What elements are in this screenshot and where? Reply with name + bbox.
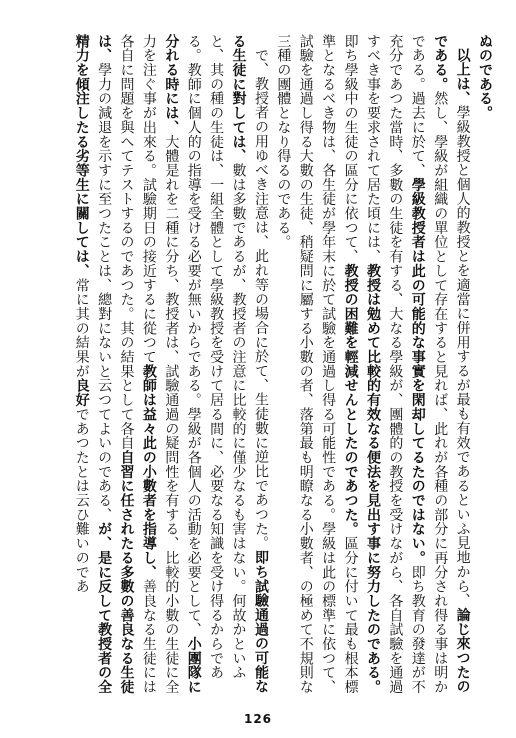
- body-text: 即ち教育の發達が不充分であつた當時、多數の生徒を有する、大なる學級が、團體的の教授を受けながら、各自試驗を通過すべき事を要求されて居た頃には、: [364, 34, 426, 695]
- paragraph: [70, 34, 272, 704]
- body-text: 常に其の結果が: [73, 277, 90, 379]
- body-text: 學級教授と個人的教授とを適當に併用するが最も有效であるといふ見地から、: [454, 105, 471, 608]
- body-text: 大體是れを二種に分ち、教授者は、試驗通過の疑問性を有する、比較的小數の生徒に全力を注ぐ事が出來る。試驗期日の接近するに從つて: [140, 34, 180, 695]
- emphasized-text: ぬのである。: [477, 34, 493, 121]
- paragraph: [272, 34, 474, 704]
- page-number: 126: [243, 712, 273, 726]
- emphasized-text: 良好: [73, 378, 90, 408]
- body-text: で、教授者の用ゆべき注意は、此れ等の場合に於て、生徒數に逆比であつた。: [252, 48, 269, 551]
- paragraph: [474, 34, 496, 704]
- emphasized-text: 自習に任されたる多數の善良なる生徒は、: [96, 34, 135, 695]
- body-text: 然し、學級が組織の單位として存在すると見れば、此れが各種の部分に再分され得る事は明かである。過去に於て、: [409, 34, 449, 695]
- body-text: 善良なる生徒には各自に問題を與へてテストするのであつた。其の結果として各自: [118, 34, 157, 695]
- emphasized-text: 教師は益々此の小數者を指導し、: [140, 364, 157, 580]
- body-text: であつたとは云ひ難いのであ: [73, 407, 90, 594]
- emphasized-text: 即ち試驗通過の可能なる生徒に對しては、: [230, 34, 269, 694]
- body-text: 區分に付いて最も根本標準となるべき物は、各生徒が學年末に於て試驗を通過し得る可能性である。學級は此の標準に依つて、試驗を通過し得る大數の生徒、稍疑問に屬する小數の者、落第最も明瞭なる小數者、の極めて不規則な三種の團體となり得るのである。: [275, 34, 359, 695]
- emphasized-text: 教授の困難を輕減せんとしたのであつた。: [342, 263, 359, 537]
- emphasized-text: 小團隊に分れる時には、: [163, 34, 202, 695]
- body-text: 數は多數であるが、教授者の注意に比較的に僅少なるも害はない。何故かといふと、其の種の生徒は、一組全體として學級教授を受けて居る間に、必要なる知識を受け得るからである。教師に個人的の指導を受ける必要が無いからである。學級が各個人の活動を必要として、: [185, 34, 247, 680]
- body-text: 即ち學級中の生徒の區分に依つて、: [342, 34, 359, 264]
- vertical-body-text: [26, 34, 496, 704]
- emphasized-text: 學級教授者は此の可能的な事實を閑却してるたのではない。: [409, 177, 426, 565]
- emphasized-text: が、是に反して教授者の全精力を傾注したる劣等生に關しては、: [73, 34, 113, 695]
- emphasized-text: 論じ來つたのである。: [432, 34, 471, 694]
- body-text: 學力の減退を示すに至つたことは、總對にないと云つてよいのである、: [96, 62, 113, 522]
- emphasized-text: 以上は、: [454, 48, 471, 106]
- emphasized-text: 教授は勉めて比較的有效なる便法を見出す事に努力したのである。: [364, 263, 381, 695]
